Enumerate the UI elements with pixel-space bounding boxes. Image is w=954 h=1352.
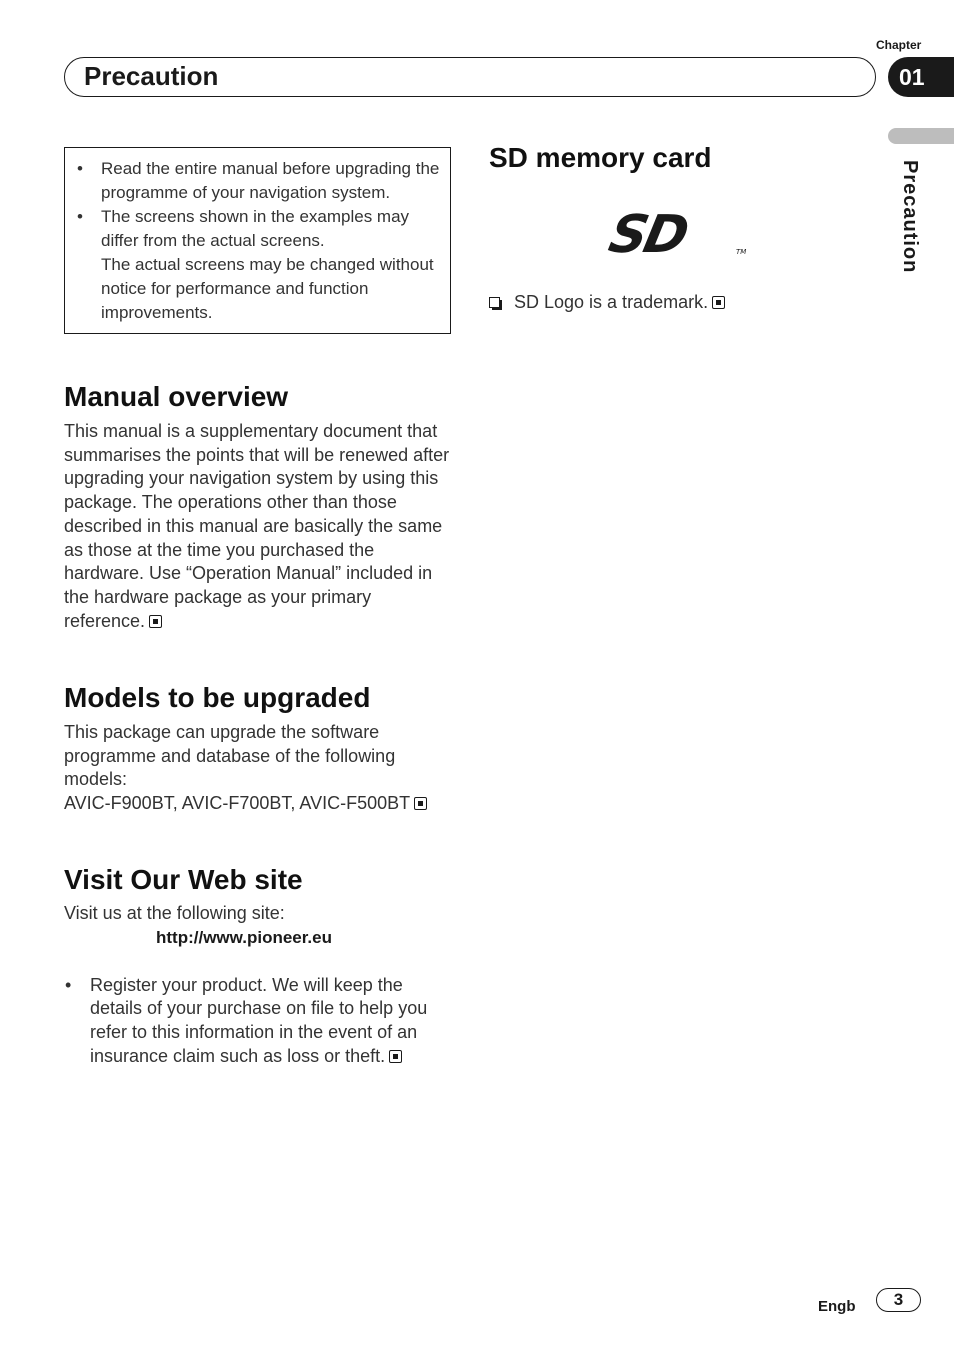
chapter-number-tab: 01 [888,57,954,97]
register-text: Register your product. We will keep the details of your purchase on file to help you refer to this information in the event of an insurance claim such as loss or theft. [90,974,428,1066]
side-tab-label: Precaution [899,160,921,274]
side-tab-bar [888,128,954,144]
manual-overview-body [64,420,454,633]
end-mark-icon [712,296,725,309]
sd-logo-tm: TM [736,248,747,256]
models-list-text: AVIC-F900BT, AVIC-F700BT, AVIC-F500BT [64,793,411,814]
sd-logo-text: SD [603,204,692,265]
page-number: 3 [876,1288,921,1312]
note-item: • Read the entire manual before upgrading the programme of your navigation system. [75,157,440,205]
models-list [64,792,454,816]
manual-overview-section [64,380,454,633]
checkbox-bullet-icon [489,297,500,308]
models-body: This package can upgrade the software programme and database of the following models: [64,722,396,790]
sd-card-section [489,141,849,175]
bullet-icon: • [65,974,72,995]
chapter-label: Chapter [876,38,922,52]
models-section [64,681,454,816]
register-bullet [64,974,454,1069]
note-list [75,157,440,253]
sd-note-text: SD Logo is a trademark. [514,292,709,312]
end-mark-icon [389,1050,402,1063]
end-mark-icon [414,797,427,810]
models-heading: Models to be upgraded [64,682,371,713]
web-site-intro: Visit us at the following site: [64,903,285,923]
language-code: Engb [818,1298,856,1315]
web-site-url[interactable]: http://www.pioneer.eu [156,927,332,947]
page-title: Precaution [84,61,219,91]
end-mark-icon [149,615,162,628]
sd-card-heading: SD memory card [489,142,712,173]
sd-logo [603,204,752,265]
note-box [64,147,451,334]
note-item: • The screens shown in the examples may differ from the actual screens. [75,205,440,253]
manual-overview-heading: Manual overview [64,381,289,412]
web-site-heading: Visit Our Web site [64,864,303,895]
web-site-section [64,863,454,1069]
manual-overview-text: This manual is a supplementary document that summarises the points that will be renewed after upgrading your navigation system by using this package. The operations other than those described in this manual are basically the same as those at the time you purchased the hardware. Use “Operation Manual” included in the hardware package as your primary reference. [64,421,450,631]
note-continuation: The actual screens may be changed without notice for performance and function improvements. [101,255,434,322]
sd-note [489,291,849,315]
